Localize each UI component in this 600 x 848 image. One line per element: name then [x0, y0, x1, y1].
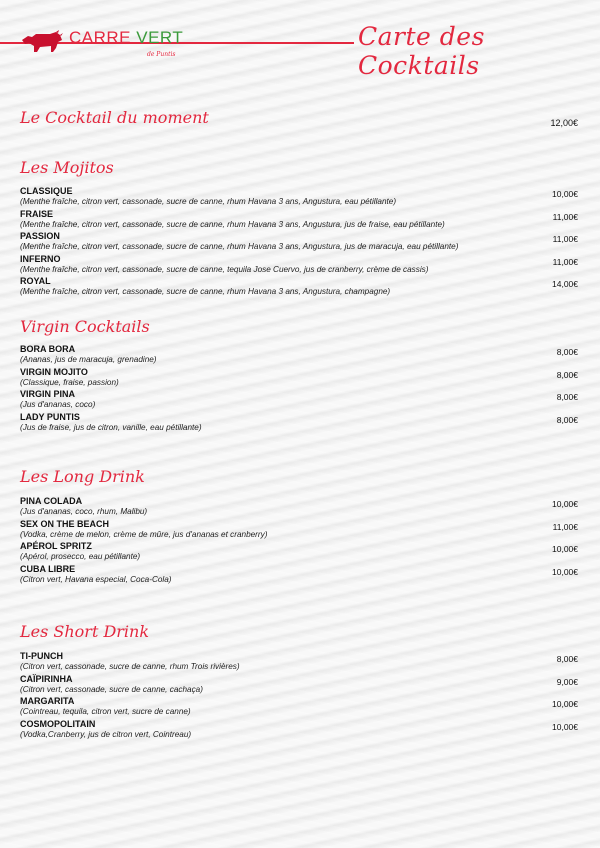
item-price: 9,00€ — [556, 676, 578, 687]
menu-item — [20, 367, 578, 390]
long-drink-list — [20, 496, 578, 586]
item-name: CAÏPIRINHA — [20, 673, 73, 684]
item-description: (Menthe fraîche, citron vert, cassonade, sucre de canne, rhum Havana 3 ans, Angustura, jus de fraise, eau pétillante) — [20, 219, 445, 229]
item-name: FRAISE — [20, 208, 54, 219]
section-title-virgin: Virgin Cocktails — [20, 317, 150, 336]
item-description: (Jus d'ananas, coco) — [20, 400, 96, 409]
menu-item — [20, 541, 578, 564]
item-description: (Menthe fraîche, citron vert, cassonade, sucre de canne, rhum Havana 3 ans, Angustura, champagne) — [20, 287, 391, 296]
section-title-moment: Le Cocktail du moment — [20, 108, 209, 127]
item-description: (Vodka, crème de melon, crème de mûre, jus d'ananas et cranberry) — [20, 529, 268, 539]
section-title-short-drink: Les Short Drink — [20, 622, 150, 641]
item-price: 10,00€ — [552, 566, 578, 577]
item-price: 10,00€ — [552, 699, 578, 709]
item-name: CUBA LIBRE — [20, 563, 76, 574]
item-description: (Citron vert, cassonade, sucre de canne, cachaça) — [20, 684, 203, 694]
menu-item — [20, 344, 578, 367]
item-name: PINA COLADA — [20, 496, 83, 506]
menu-item — [20, 496, 578, 519]
menu-item — [20, 674, 578, 697]
item-name: LADY PUNTIS — [20, 411, 80, 422]
section-title-mojitos: Les Mojitos — [20, 158, 114, 177]
item-price: 8,00€ — [556, 369, 578, 380]
item-description: (Vodka,Cranberry, jus de citron vert, Cointreau) — [20, 729, 192, 739]
item-price: 10,00€ — [552, 544, 578, 554]
item-price: 14,00€ — [552, 279, 578, 289]
item-price: 8,00€ — [556, 392, 578, 402]
item-name: BORA BORA — [20, 344, 76, 354]
item-description: (Ananas, jus de maracuja, grenadine) — [20, 355, 157, 364]
item-description: (Menthe fraîche, citron vert, cassonade, sucre de canne, tequila Jose Cuervo, jus de cranberry, crème de cassis) — [20, 264, 429, 274]
item-price: 8,00€ — [556, 414, 578, 425]
item-price: 10,00€ — [552, 189, 578, 199]
item-name: TI-PUNCH — [20, 651, 63, 661]
item-price: 11,00€ — [552, 234, 578, 244]
page-title: Carte des Cocktails — [358, 22, 485, 80]
item-price: 11,00€ — [552, 256, 578, 267]
item-name: ROYAL — [20, 276, 51, 286]
carre-vert-logo — [17, 26, 192, 62]
item-price: 11,00€ — [552, 211, 578, 222]
menu-item — [20, 186, 578, 209]
item-description: (Citron vert, cassonade, sucre de canne, rhum Trois rivières) — [20, 662, 240, 671]
logo-subtitle: de Puntis — [147, 51, 176, 58]
menu-item — [20, 519, 578, 542]
item-description: (Menthe fraîche, citron vert, cassonade, sucre de canne, rhum Havana 3 ans, Angustura, jus de maracuja, eau pétillante) — [20, 242, 459, 251]
menu-item — [20, 651, 578, 674]
logo-text: CARRE VERT — [69, 28, 184, 47]
menu-item — [20, 719, 578, 742]
section-title-long-drink: Les Long Drink — [20, 467, 145, 486]
menu-item — [20, 231, 578, 254]
item-description: (Classique, fraise, passion) — [20, 377, 119, 387]
item-price: 10,00€ — [552, 721, 578, 732]
menu-item — [20, 412, 578, 435]
item-price: 10,00€ — [552, 499, 578, 509]
menu-item — [20, 564, 578, 587]
menu-item — [20, 389, 578, 412]
item-name: APÉROL SPRITZ — [20, 541, 92, 551]
item-name: COSMOPOLITAIN — [20, 718, 96, 729]
menu-item — [20, 696, 578, 719]
item-price: 11,00€ — [552, 521, 578, 532]
item-price: 8,00€ — [556, 347, 578, 357]
item-price: 8,00€ — [556, 654, 578, 664]
moment-price: 12,00€ — [550, 118, 578, 128]
item-name: INFERNO — [20, 253, 61, 264]
item-description: (Jus d'ananas, coco, rhum, Malibu) — [20, 507, 148, 516]
item-name: VIRGIN MOJITO — [20, 366, 88, 377]
menu-item — [20, 276, 578, 299]
item-name: CLASSIQUE — [20, 186, 73, 196]
short-drink-list — [20, 651, 578, 741]
item-description: (Citron vert, Havana especial, Coca-Cola) — [20, 574, 172, 584]
item-name: SEX ON THE BEACH — [20, 518, 110, 529]
item-name: MARGARITA — [20, 696, 75, 706]
page-header — [0, 0, 600, 80]
menu-item — [20, 254, 578, 277]
menu-item — [20, 209, 578, 232]
item-description: (Jus de fraise, jus de citron, vanille, eau pétillante) — [20, 422, 202, 432]
item-name: PASSION — [20, 231, 60, 241]
item-description: (Menthe fraîche, citron vert, cassonade, sucre de canne, rhum Havana 3 ans, Angustura, eau pétillante) — [20, 197, 397, 206]
item-name: VIRGIN PINA — [20, 389, 76, 399]
mojitos-list — [20, 186, 578, 299]
bull-icon — [20, 30, 64, 54]
virgin-list — [20, 344, 578, 434]
item-description: (Apérol, prosecco, eau pétillante) — [20, 552, 141, 561]
item-description: (Cointreau, tequila, citron vert, sucre de canne) — [20, 707, 191, 716]
